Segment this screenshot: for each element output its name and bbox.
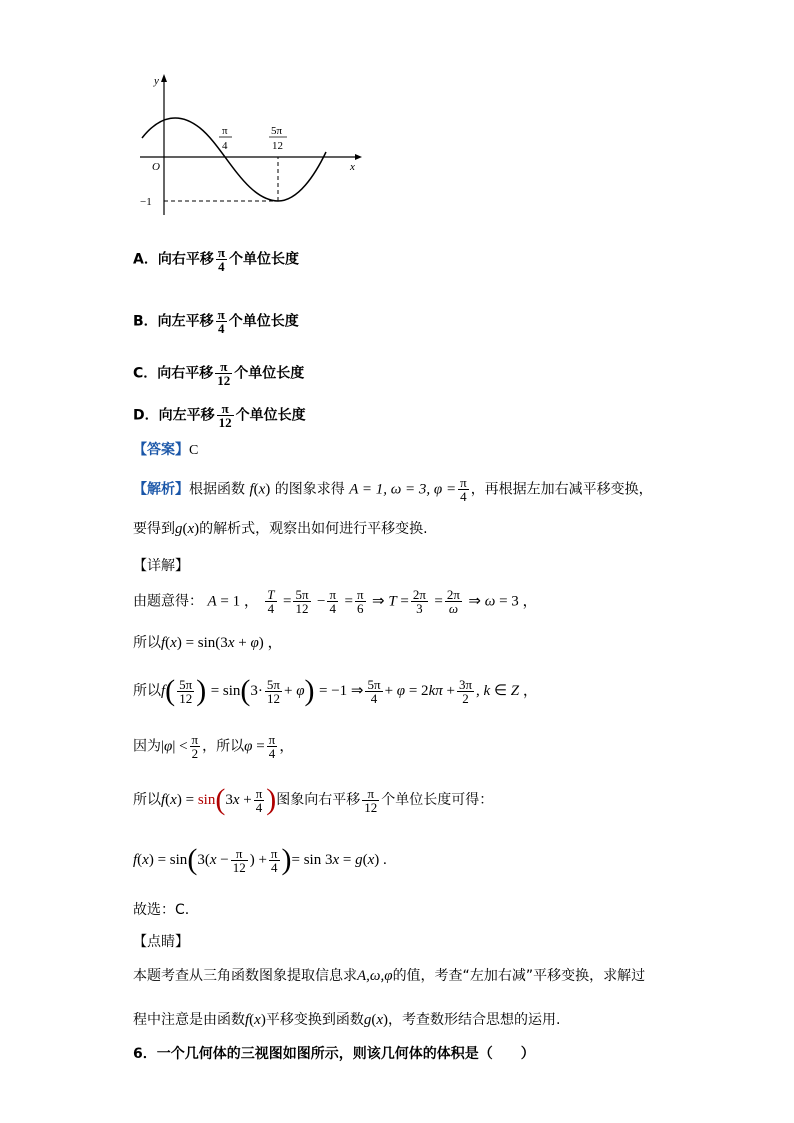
y-label: y [154,75,159,87]
option-a: A．向右平移 $\frac{\pi}{4}$ 个单位长度 [133,245,299,274]
detail-line-6: f(x) = sin(3(x − $\frac{\pi}{12}$ ) + $\frac{\pi}{4}$ )= sin 3x = g(x) . [133,843,387,876]
comment-tag: 【点睛】 [133,934,189,950]
detail-tag: 【详解】 [133,558,189,574]
minus-one-label: −1 [140,196,152,208]
sine-curve [142,118,326,201]
tick1-den: 4 [222,140,228,152]
analysis-line-2: 要得到g(x)的解析式，观察出如何进行平移变换. [133,521,428,537]
answer-tag: 【答案】 [133,442,189,458]
detail-line-2: 所以f(x) = sin(3x + φ) ， [133,635,283,651]
detail-line-4: 因为|φ| < $\frac{\pi}{2}$ ，所以φ = $\frac{\pi}{4}$ ， [133,732,295,761]
analysis-tag: 【解析】 [133,481,189,498]
detail-line-1: 由题意得： A = 1 ， $\frac{T}{4}$ = $\frac{5\pi}{12}$ − $\frac{\pi}{4}$ = $\frac{\pi}{6}$ ⇒ T = $\frac{2\pi}{3}$ = $\frac{2\pi}{\omega}$ ⇒ ω = 3 ， [133,587,538,616]
option-d: D．向左平移 $\frac{\pi}{12}$ 个单位长度 [133,401,306,430]
sine-graph [130,70,370,220]
detail-line-5: 所以f(x) = sin(3x + $\frac{\pi}{4}$ )图象向右平移 $\frac{\pi}{12}$ 个单位长度可得： [133,783,494,816]
analysis-line-1: 【解析】根据函数 f(x) 的图象求得 A = 1, ω = 3, φ = $\frac{\pi}{4}$ ，再根据左加右减平移变换， [133,475,653,504]
x-label: x [350,161,355,173]
answer-line: 【答案】C [133,442,199,458]
comment-line-1: 本题考查从三角函数图象提取信息求A,ω,φ的值，考查“左加右减”平移变换，求解过 [133,968,646,984]
tick2-den: 12 [272,140,283,152]
option-c: C．向右平移 $\frac{\pi}{12}$ 个单位长度 [133,359,305,388]
tick1-num: π [222,125,228,137]
detail-line-3: 所以f( $\frac{5\pi}{12}$ ) = sin(3· $\frac{5\pi}{12}$ + φ) = −1 ⇒ $\frac{5\pi}{4}$ + φ = 2kπ + $\frac{3\pi}{2}$ , k ∈ Z ， [133,674,538,707]
next-question: 6．一个几何体的三视图如图所示，则该几何体的体积是（ ） [133,1046,535,1062]
comment-line-2: 程中注意是由函数f(x)平移变换到函数g(x)，考查数形结合思想的运用. [133,1012,561,1028]
origin-label: O [152,161,160,173]
detail-conclusion: 故选：C. [133,902,190,918]
option-b: B．向左平移 $\frac{\pi}{4}$ 个单位长度 [133,307,299,336]
tick2-num: 5π [271,125,283,137]
